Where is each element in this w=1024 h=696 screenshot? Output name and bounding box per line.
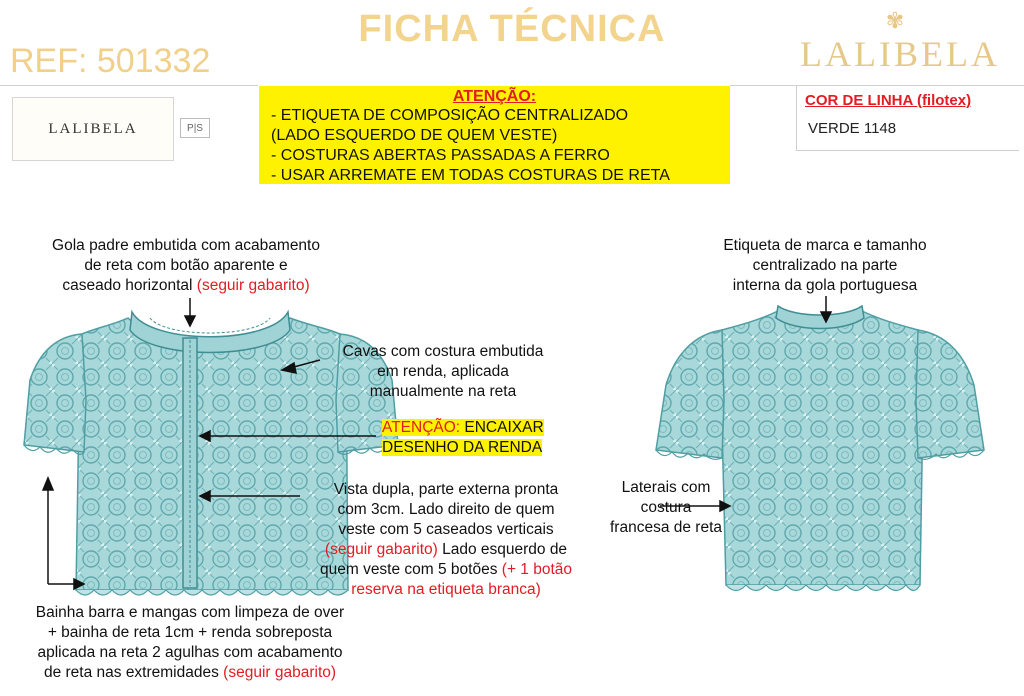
attention-line: - ETIQUETA DE COMPOSIÇÃO CENTRALIZADO [271,107,629,124]
note-line: veste com 5 caseados verticais [338,521,554,538]
brand-wordmark: LALIBELA [800,34,1000,74]
note-line [16,276,356,296]
attention-line: - COSTURAS ABERTAS PASSADAS A FERRO [271,147,610,164]
size-tag: P|S [180,118,210,138]
note-text: ENCAIXAR [460,419,544,436]
note-text: Lado esquerdo de [437,541,568,558]
note-line: de reta com botão aparente e [84,257,288,274]
sides-note [596,478,736,538]
note-line: em renda, aplicada [377,363,509,380]
attention-line: - USAR ARREMATE EM TODAS COSTURAS DE RETA [271,167,670,184]
note-line: costura [640,499,692,516]
note-line: Laterais com [621,479,711,496]
note-line: centralizado na parte [752,257,898,274]
note-line [0,663,380,683]
label-logo-box: LALIBELA [12,97,174,161]
note-red-text: (seguir gabarito) [324,541,438,558]
note-red-text: (+ 1 botão [501,561,573,578]
reference-code: REF: 501332 [10,42,211,80]
attention-line: (LADO ESQUERDO DE QUEM VESTE) [271,127,558,144]
note-line [382,418,572,438]
note-red-text: ATENÇÃO: [382,419,461,436]
thread-color-value: VERDE 1148 [808,120,897,137]
note-text: DESENHO DA RENDA [382,439,543,456]
note-line: Cavas com costura embutida [342,343,544,360]
placket-note [296,480,596,600]
note-line: interna da gola portuguesa [732,277,918,294]
note-text: de reta nas extremidades [43,664,224,681]
collar-note [16,236,356,296]
page-title: FICHA TÉCNICA [358,8,666,50]
note-line: manualmente na reta [369,383,517,400]
note-line: Vista dupla, parte externa pronta [333,481,559,498]
note-line: aplicada na reta 2 agulhas com acabamento [37,644,343,661]
note-red-text: (seguir gabarito) [223,664,337,681]
note-line: Etiqueta de marca e tamanho [723,237,927,254]
note-red-line: reserva na etiqueta branca) [351,581,541,598]
note-line: com 3cm. Lado direito de quem [337,501,555,518]
thread-color-label: COR DE LINHA (filotex) [805,92,972,109]
note-line: Bainha barra e mangas com limpeza de over [35,604,345,621]
note-line [296,560,596,580]
back-label-note [690,236,960,296]
note-line [296,540,596,560]
back-blouse-drawing [656,306,984,591]
note-text: quem veste com 5 botões [319,561,502,578]
hem-note [0,603,380,683]
bee-icon: ✾ [885,8,905,33]
note-red-text: (seguir gabarito) [196,277,310,294]
note-line: francesa de reta [609,519,722,536]
attention-heading: ATENÇÃO: [452,88,537,105]
lace-fit-note [382,418,572,458]
note-line: Gola padre embutida com acabamento [52,237,320,254]
note-text: caseado horizontal [62,277,193,294]
armhole-note [318,342,568,402]
note-line: + bainha de reta 1cm + renda sobreposta [47,624,333,641]
note-line [382,438,572,458]
